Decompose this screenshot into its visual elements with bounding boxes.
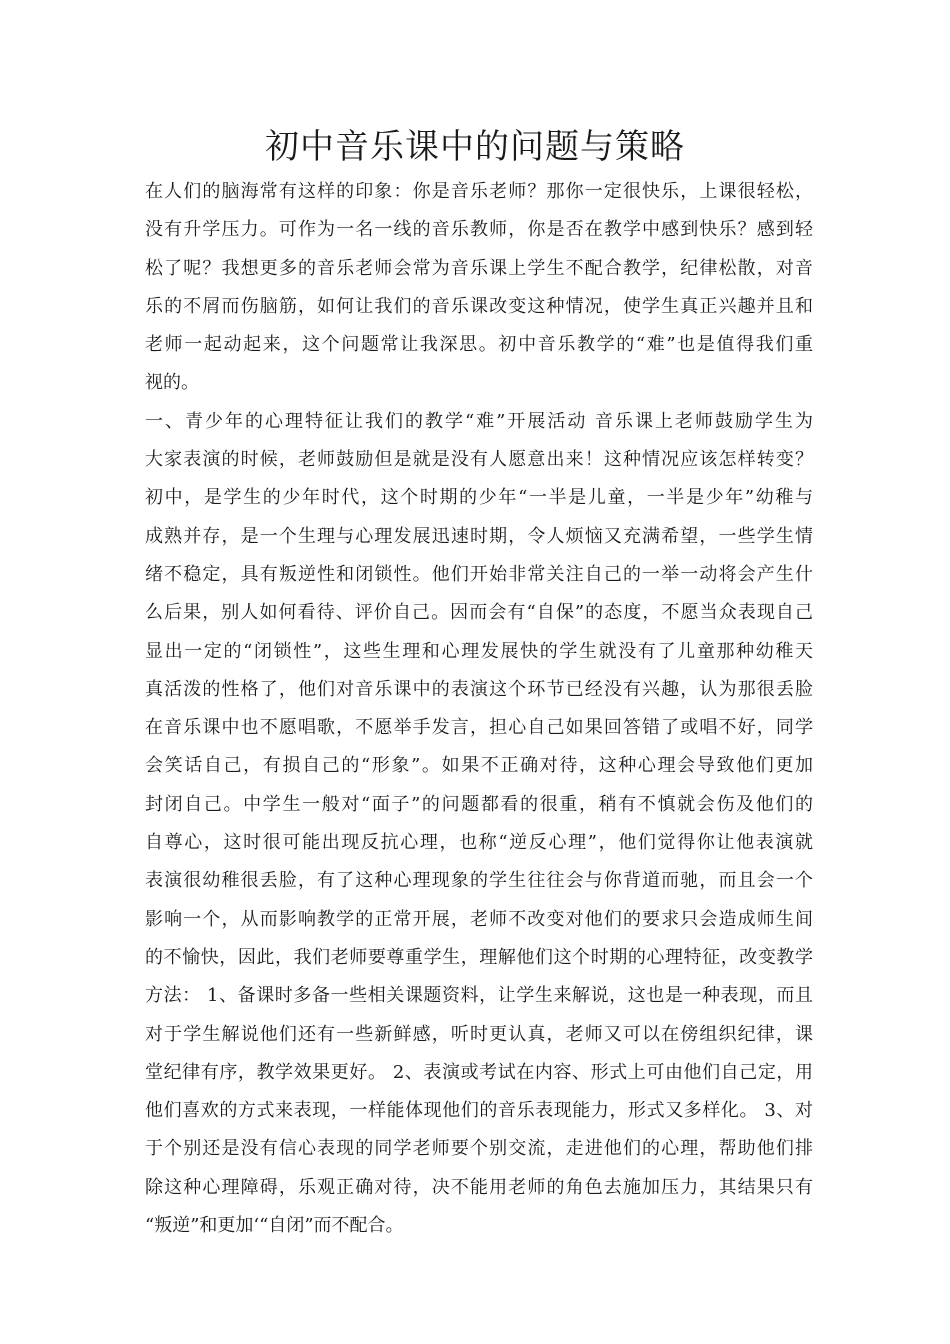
text-line: 对于学生解说他们还有一些新鲜感，听时更认真，老师又可以在傍组织纪律，课 xyxy=(145,1023,813,1045)
text-line: 松了呢？我想更多的音乐老师会常为音乐课上学生不配合教学，纪律松散，对音 xyxy=(145,257,813,279)
text-line: 除这种心理障碍，乐观正确对待，决不能用老师的角色去施加压力，其结果只有 xyxy=(145,1176,813,1198)
text-line: 在人们的脑海常有这样的印象：你是音乐老师？那你一定很快乐，上课很轻松， xyxy=(145,181,813,202)
text-line: 初中，是学生的少年时代，这个时期的少年“一半是儿童，一半是少年”幼稚与 xyxy=(145,487,813,509)
text-line: 乐的不屑而伤脑筋，如何让我们的音乐课改变这种情况，使学生真正兴趣并且和 xyxy=(145,295,813,317)
text-line: 老师一起动起来，这个问题常让我深思。初中音乐教学的“难”也是值得我们重 xyxy=(145,334,813,356)
document-body xyxy=(145,173,813,1245)
text-line: 表演很幼稚很丢脸，有了这种心理现象的学生往往会与你背道而驰，而且会一个 xyxy=(145,870,813,892)
text-line: 真活泼的性格了，他们对音乐课中的表演这个环节已经没有兴趣，认为那很丢脸 xyxy=(145,678,813,700)
text-line: 的不愉快，因此，我们老师要尊重学生，理解他们这个时期的心理特征，改变教学 xyxy=(145,946,813,968)
text-line: 绪不稳定，具有叛逆性和闭锁性。他们开始非常关注自己的一举一动将会产生什 xyxy=(145,563,813,585)
text-line: 于个别还是没有信心表现的同学老师要个别交流，走进他们的心理，帮助他们排 xyxy=(145,1138,813,1160)
text-line: 他们喜欢的方式来表现，一样能体现他们的音乐表现能力，形式又多样化。 3、对 xyxy=(145,1100,813,1122)
text-line: 封闭自己。中学生一般对“面子”的问题都看的很重，稍有不慎就会伤及他们的 xyxy=(145,793,813,815)
text-line: 成熟并存，是一个生理与心理发展迅速时期，令人烦恼又充满希望，一些学生情 xyxy=(145,525,813,547)
text-line: 视的。 xyxy=(145,372,199,394)
text-line: “叛逆”和更加‘“自闭”而不配合。 xyxy=(145,1215,404,1237)
text-line: 么后果，别人如何看待、评价自己。因而会有“自保”的态度，不愿当众表现自己 xyxy=(145,602,813,624)
document-title: 初中音乐课中的问题与策略 xyxy=(265,127,685,167)
text-line: 影响一个，从而影响教学的正常开展，老师不改变对他们的要求只会造成师生间 xyxy=(145,908,813,930)
text-line: 方法： 1、备课时多备一些相关课题资料，让学生来解说，这也是一种表现，而且 xyxy=(145,985,813,1007)
text-line: 会笑话自己，有损自己的“形象”。如果不正确对待，这种心理会导致他们更加 xyxy=(145,755,813,777)
text-line: 没有升学压力。可作为一名一线的音乐教师，你是否在教学中感到快乐？感到轻 xyxy=(145,219,813,241)
text-line: 自尊心，这时很可能出现反抗心理，也称“逆反心理”，他们觉得你让他表演就 xyxy=(145,832,813,854)
text-line: 大家表演的时候，老师鼓励但是就是没有人愿意出来！这种情况应该怎样转变？ xyxy=(145,449,813,471)
text-line: 显出一定的“闭锁性”，这些生理和心理发展快的学生就没有了儿童那种幼稚天 xyxy=(145,640,813,662)
text-line: 堂纪律有序，教学效果更好。 2、表演或考试在内容、形式上可由他们自己定，用 xyxy=(145,1061,813,1083)
text-line: 一、青少年的心理特征让我们的教学“难”开展活动 音乐课上老师鼓励学生为 xyxy=(145,410,813,432)
text-line: 在音乐课中也不愿唱歌，不愿举手发言，担心自己如果回答错了或唱不好，同学 xyxy=(145,717,813,739)
